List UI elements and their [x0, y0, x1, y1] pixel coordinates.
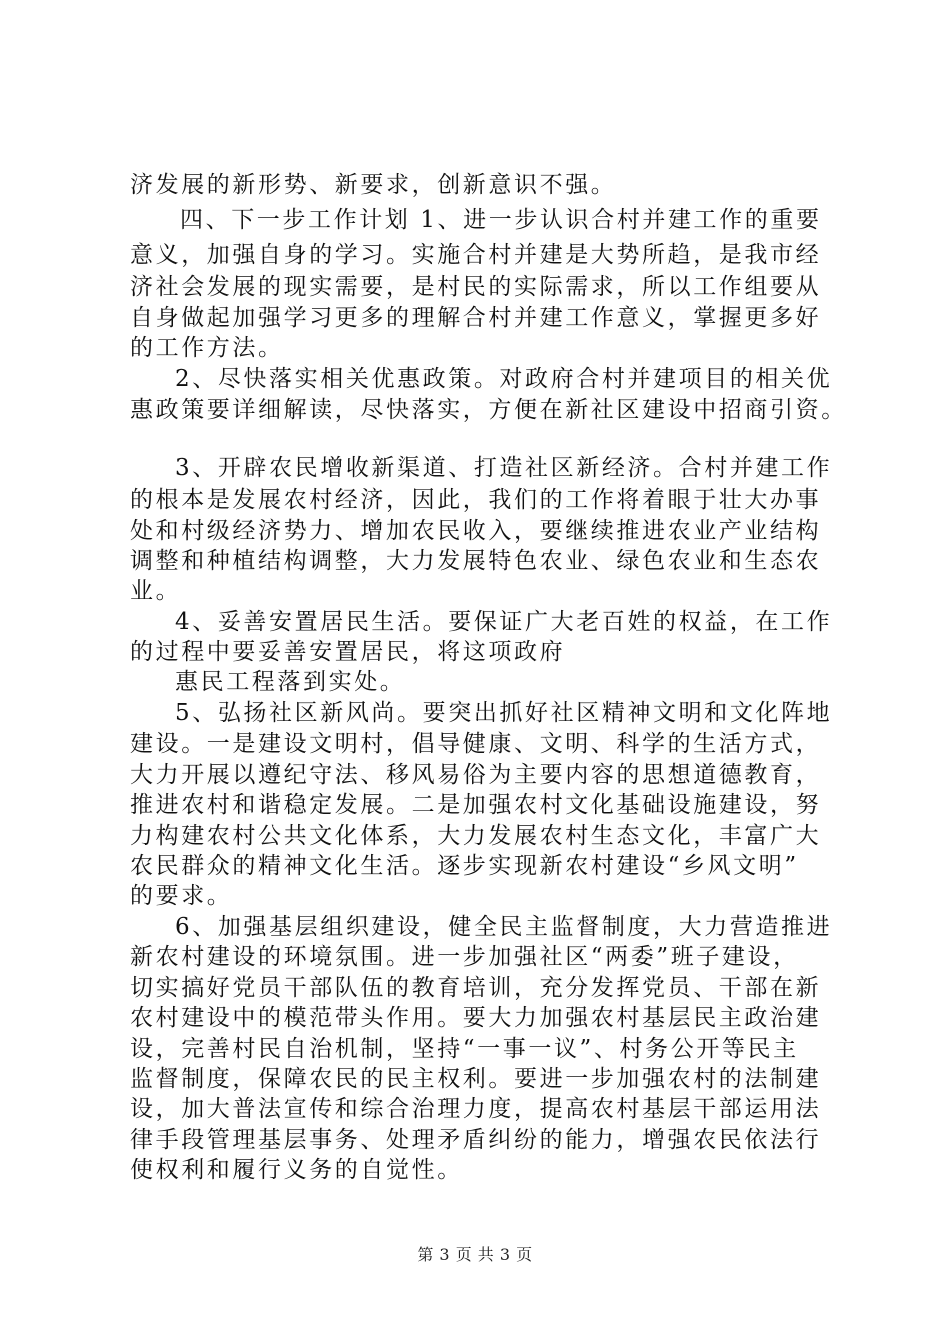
- text-line-24: 6、加强基层组织建设，健全民主监督制度，大力营造推进: [175, 914, 833, 940]
- text-line-9: 3、开辟农民增收新渠道、打造社区新经济。合村并建工作: [175, 455, 833, 481]
- text-line-31: 律手段管理基层事务、处理矛盾纠纷的能力，增强农民依法行: [130, 1127, 822, 1153]
- text-line-5: 自身做起加强学习更多的理解合村并建工作意义，掌握更多好: [130, 305, 822, 331]
- text-line-29: 监督制度，保障农民的民主权利。要进一步加强农村的法制建: [130, 1066, 822, 1092]
- text-line-4: 济社会发展的现实需要，是村民的实际需求，所以工作组要从: [130, 274, 822, 300]
- text-line-20: 推进农村和谐稳定发展。二是加强农村文化基础设施建设，努: [130, 792, 822, 818]
- text-line-13: 业。: [130, 578, 182, 604]
- text-line-16: 惠民工程落到实处。: [175, 669, 406, 695]
- text-line-15: 的过程中要妥善安置居民，将这项政府: [130, 639, 566, 665]
- text-line-22: 农民群众的精神文化生活。逐步实现新农村建设“乡风文明”: [130, 853, 799, 879]
- text-line-3: 意义，加强自身的学习。实施合村并建是大势所趋，是我市经: [130, 242, 822, 268]
- text-line-18: 建设。一是建设文明村，倡导健康、文明、科学的生活方式，: [130, 731, 822, 757]
- text-line-21: 力构建农村公共文化体系，大力发展农村生态文化，丰富广大: [130, 823, 822, 849]
- text-line-12: 调整和种植结构调整，大力发展特色农业、绿色农业和生态农: [130, 548, 822, 574]
- text-line-14: 4、妥善安置居民生活。要保证广大老百姓的权益，在工作: [175, 609, 833, 635]
- text-line-32: 使权利和履行义务的自觉性。: [130, 1157, 463, 1183]
- text-line-23: 的要求。: [130, 883, 233, 909]
- text-line-6: 的工作方法。: [130, 335, 284, 361]
- text-line-26: 切实搞好党员干部队伍的教育培训，充分发挥党员、干部在新: [130, 975, 822, 1001]
- text-line-25: 新农村建设的环境氛围。进一步加强社区“两委”班子建设，: [130, 944, 799, 970]
- text-line-27: 农村建设中的模范带头作用。要大力加强农村基层民主政治建: [130, 1005, 822, 1031]
- text-line-19: 大力开展以遵纪守法、移风易俗为主要内容的思想道德教育，: [130, 762, 822, 788]
- text-line-8: 惠政策要详细解读，尽快落实，方便在新社区建设中招商引资。: [130, 397, 847, 423]
- text-line-7: 2、尽快落实相关优惠政策。对政府合村并建项目的相关优: [175, 366, 833, 392]
- text-line-11: 处和村级经济势力、增加农民收入，要继续推进农业产业结构: [130, 518, 822, 544]
- text-line-17: 5、弘扬社区新风尚。要突出抓好社区精神文明和文化阵地: [175, 700, 833, 726]
- text-line-10: 的根本是发展农村经济，因此，我们的工作将着眼于壮大办事: [130, 487, 822, 513]
- page-footer: 第 3 页 共 3 页: [417, 1245, 533, 1264]
- text-line-30: 设，加大普法宣传和综合治理力度，提高农村基层干部运用法: [130, 1096, 822, 1122]
- text-line-28: 设，完善村民自治机制，坚持“一事一议”、村务公开等民主: [130, 1036, 799, 1062]
- text-line-2: 四、下一步工作计划 1、进一步认识合村并建工作的重要: [180, 207, 822, 233]
- text-line-1: 济发展的新形势、新要求，创新意识不强。: [130, 172, 617, 198]
